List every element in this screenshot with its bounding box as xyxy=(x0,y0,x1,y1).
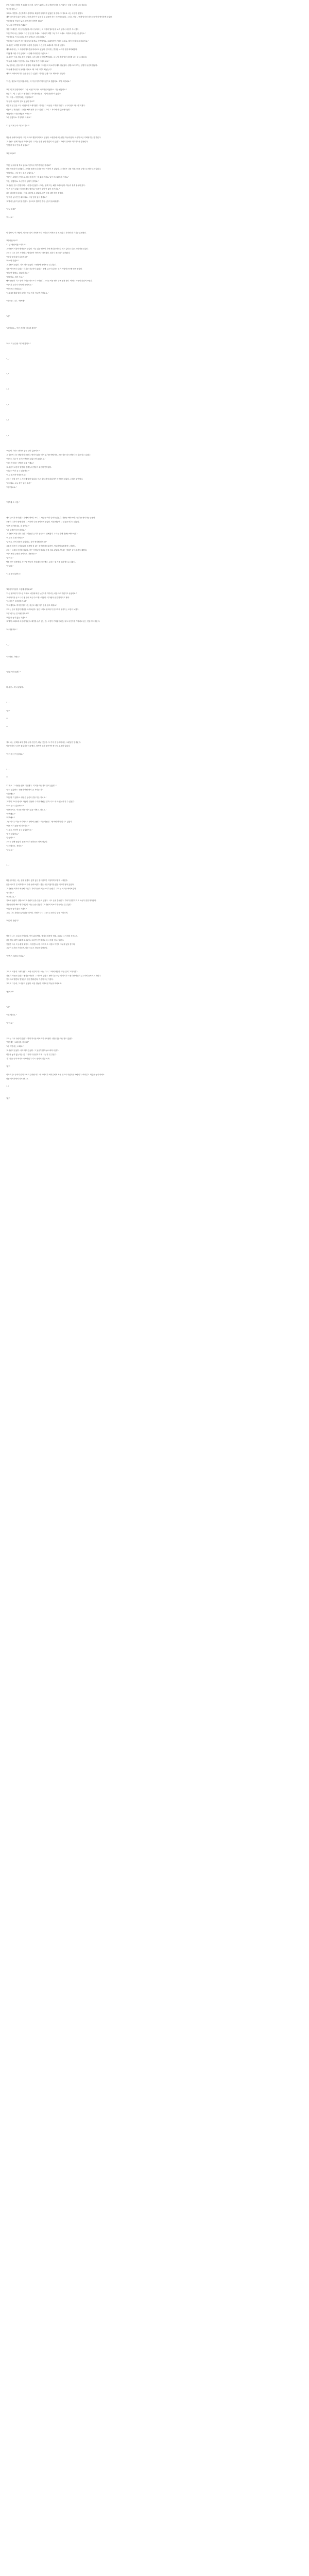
text-line: 문을 나서기 전 마지막으로 방을 둘러보았다. 짧은 시간이었지만 많은 기억이 남아 있었다. xyxy=(6,884,74,886)
text-line: "저 정말로 이 일 끝내고 싶지 않아요? 그럼 되겠죠." xyxy=(6,36,46,39)
text-line: "그래요. 그 사람은 짧게 대답했다. 더 이상 아무것도 묻지 않았다." xyxy=(6,784,57,787)
text-line: "네. 오랜만에 푹 잤어요." xyxy=(6,529,26,531)
text-line: 희망을 놓지 않는다는 것. 그것이 무엇인지 이제 나는 알 것 같았다. xyxy=(6,1053,57,1056)
paragraph-gap xyxy=(6,749,303,753)
text-line: 창밖 풍경이 빠르게 지나갔다. 나는 눈을 감았다. 그 사람의 목소리가 들리는 것 같았다. xyxy=(6,904,72,906)
paragraph-gap xyxy=(6,235,303,240)
text-line: "다시 올 수 있을까요?" xyxy=(6,804,24,807)
text-line: 그 사람이 웃었다. 나도 따라 웃었다. 그 웃음이 밤하늘로 퍼져 나갔다. xyxy=(6,1049,59,1052)
text-line: "미안해요." xyxy=(6,792,15,795)
paragraph-gap xyxy=(6,713,303,717)
text-line: 이곳에서의 시간은 짧았지만 소중했다. 하지만 내가 돌아가야 할 곳도 분명히 있었다. xyxy=(6,745,71,748)
text-line: "기다렸어요." xyxy=(6,1014,17,1016)
text-line: "그럼 이제 우리 어디로 가요?" xyxy=(6,124,30,127)
text-line: "네. 이번에는 오래요." xyxy=(6,1045,24,1048)
text-line: 다음 이야기에서 다시 만나요. xyxy=(6,1077,29,1080)
paragraph-gap xyxy=(6,408,303,419)
text-line: "바보 같죠?" xyxy=(6,208,16,211)
text-line: 길은 생각보다 길었다. 하지만 지루하지 않았다. 옆에 누군가 있다는 것이 이렇게 든든할 줄은 몰랐다. xyxy=(6,268,83,270)
paragraph-gap xyxy=(6,721,303,725)
text-line: 그 사람은 역까지 배웅해 주었다. 기차가 들어오는 소리가 들렸다. 우리는 서로를 바라보았다. xyxy=(6,887,77,890)
text-line: "이번에는 오래 있을 거예요?" xyxy=(6,1041,29,1044)
paragraph-gap xyxy=(6,489,303,501)
text-line: 그리고 마침내 그날이 왔다. 오랜 시간이 지나 나는 다시 그 역에 내렸다. 모든 것이 그대로였다. xyxy=(6,970,78,973)
text-line: "" xyxy=(6,718,8,720)
text-line: 그날 저녁 우리는 마지막으로 언덕에 올랐다. 처음 만났던 그날처럼 별이 빛나고 있었다. xyxy=(6,821,73,823)
text-line: "적어도 지금 이 순간은 변하지 않았으면 좋겠어요." xyxy=(6,457,46,460)
text-line: 그날이 오기를 기다리며, 나는 오늘도 하루를 살아간다. xyxy=(6,947,48,950)
text-line: 그 이야기를 듣고 나니 빵 맛이 조금 다르게 느껴졌다. 기다림이 담긴 맛이라고 할까. xyxy=(6,596,70,599)
paragraph-gap xyxy=(6,624,303,628)
text-line: "약속해요." xyxy=(6,817,15,819)
text-line: "알아요." xyxy=(6,1022,14,1024)
text-line: "내일도 여기 올 수 있을까요?" xyxy=(6,470,30,472)
text-line: "약속해요?" xyxy=(6,812,16,815)
text-line: "시간이 흘렀다." xyxy=(6,920,19,922)
text-line: "모르겠어요. 하지만 할머니는 지금도 매일 가게 문을 열고 계세요." xyxy=(6,604,58,607)
text-line: "..." xyxy=(6,643,10,646)
text-line: "오고 싶으면 언제든지요." xyxy=(6,474,27,477)
text-line: "나 가볼게요." xyxy=(6,629,18,631)
text-line: 우리는 잠시 말없이 빵집을 바라보았다. 창문 너머로 할머니가 분주하게 움직이는 모습이 보였다. xyxy=(6,608,79,611)
text-line: "괜찮아요? 정말 괜찮은 거예요?" xyxy=(6,112,32,115)
text-line: "왜 그래요?" xyxy=(6,152,16,155)
text-line: "괜찮아요. 계속 가요." xyxy=(6,276,24,278)
paragraph-gap xyxy=(6,76,303,80)
text-line: 언덕으로 향했다. 발걸음이 점점 빨라졌다. 가슴이 두근거렸다. xyxy=(6,978,54,981)
text-line: "오늘은 뭐 할 거예요?" xyxy=(6,537,24,539)
paragraph-gap xyxy=(6,730,303,741)
paragraph-gap xyxy=(6,148,303,152)
text-line: "그렇죠? 원래 멀어 보이는 것도 막상 가보면 가까워요." xyxy=(6,292,49,294)
paragraph-gap xyxy=(6,648,303,655)
text-line: "말하기 싫으면 안 해도 돼요. 그냥 옆에 있어 줄게요." xyxy=(6,196,47,199)
text-line: "약속은 지켜질 거예요." xyxy=(6,955,25,958)
text-line: "좋아요." xyxy=(6,557,14,560)
text-line: "고마웠어요. 정말로." xyxy=(6,844,23,847)
text-line: "왜 가게 이름이 그렇게 특이해요?" xyxy=(6,588,33,591)
text-line: "글쎄요. 아직 정하지 않았어요. 같이 생각해 볼까요?" xyxy=(6,540,47,543)
paragraph-gap xyxy=(6,1069,303,1073)
text-line: 그 말에 눈물이 날 것 같았다. 참으려고 했지만 결국 눈물이 흘러내렸다. xyxy=(6,200,60,202)
text-line: "그 사람은 돌아왔을까요?" xyxy=(6,600,27,603)
text-line: "새벽에 그 사람." xyxy=(6,501,20,504)
text-line: "무슨 일이 있었는지 물어봐도 될까요? 표정이 많이 안 좋아 보여서요." xyxy=(6,188,60,191)
text-line: "맛있다." xyxy=(6,565,14,567)
paragraph-gap xyxy=(6,868,303,879)
text-line: 이렇게 된 것은 모두 내 탓이라고 생각했다. 하지만 그 사람은 고개를 저었다. 누구의 탓도 아니라고 했다. xyxy=(6,104,85,107)
text-line: 해가 완전히 지고 별이 하나둘 떠오르기 시작했다. 우리는 작은 언덕 위에 멈춰 섰다. 아래로 마을의 불빛이 보였다. xyxy=(6,280,93,282)
text-line: 결국 나는 선택을 해야 했다. 남을 것인가, 떠날 것인가. 두 가지 길 앞에서 나는 오랫동안 망설였다. xyxy=(6,741,81,743)
text-line: "다음에 만나면 꼭 물어볼 거예요. 왜 그때 그렇게 떠났는지." xyxy=(6,68,53,71)
paragraph-gap xyxy=(6,916,303,920)
paragraph-gap xyxy=(6,156,303,164)
text-line: "나도 이 순간을 기다려 왔어요." xyxy=(6,342,31,345)
text-line: "나도요." xyxy=(6,849,14,851)
text-line: "저야말로요." xyxy=(6,486,17,488)
text-line: ".." xyxy=(6,1086,9,1088)
text-line: "여기는 위험한 곳이에요. 어서 돌아가는 게 좋을 거예요. 날이 어두워지기 전에요." xyxy=(6,176,69,179)
text-line: "..." xyxy=(6,358,10,360)
paragraph-gap xyxy=(6,423,303,434)
text-line: "아, 사람... 이렇게 되는 거였어요?" xyxy=(6,96,33,99)
text-line: "이런 곳에서 뭐 하고 있어요? 혼자서 여기까지 온 거예요?" xyxy=(6,164,52,166)
text-line: 그 대답이 이상하게 마음에 남았다. 이유 없는 선택이 가장 확실한 선택일 때도 있다는 것을 그때 처음 알았다. xyxy=(6,248,89,250)
text-line: 나는 대답하지 않았다. 아니, 대답할 수 없었다. 무슨 말을 해야 할지 몰랐다. xyxy=(6,192,64,195)
paragraph-gap xyxy=(6,994,303,1006)
text-line: "미안할 거 없어요. 당신은 당신의 길을 가는 거예요." xyxy=(6,796,47,799)
paragraph-gap xyxy=(6,361,303,372)
text-line: 그 사람은 고개를 끄덕이며 조용히 웃었다. 그 웃음이 오래도록 기억에 남았다. xyxy=(6,44,65,46)
text-line: 다음 날 아침, 나는 짐을 챙겼다. 많지 않은 짐이었지만 이상하게 무겁게 느껴졌다. xyxy=(6,879,68,882)
text-line: "당신이 처음부터 알고 있었던 거죠?" xyxy=(6,100,35,103)
text-line: "울지 않았어요." xyxy=(6,833,19,835)
text-line: ".." xyxy=(6,434,9,437)
text-line: 빵집 안은 따뜻했다. 갓 구운 빵들이 진열대에 가득했다. 우리는 몇 개를 골라 밖으로 나왔다. xyxy=(6,561,76,563)
paragraph-gap xyxy=(6,690,303,701)
text-line: 그날 밤 나는 잠을 이루지 못했다. 머릿속에서 그 사람의 목소리가 계속 맴돌았다. 창밖으로 보이는 달빛이 유난히 밝았다. xyxy=(6,64,98,66)
text-line: "아무리 그래도 이건 아니에요. 정말로 이건 아니라고요." xyxy=(6,60,49,63)
text-line: "이 작업이 끝나면 저는 다시 돌아올게요. 약속할게요. 그때까지만 기다려 주세요. 제가 꼭 다시 올 테니까요." xyxy=(6,40,89,43)
paragraph-gap xyxy=(6,438,303,449)
paragraph-gap xyxy=(6,296,303,300)
text-line: 낯선 목소리가 들려왔다. 고개를 돌려보니 처음 보는 사람이 서 있었다. 그 사람은 나를 걱정스러운 눈빛으로 바라보고 있었다. xyxy=(6,168,101,171)
text-line: 새벽이 되어서야 겨우 눈을 붙일 수 있었다. 하지만 금방 다시 깨어나고 말았다. xyxy=(6,72,66,75)
text-line: 계속해서 나는 그 사람의 뒷모습을 바라보고 있었다. 멀어지는 발걸음 소리가 점점 희미해졌다. xyxy=(6,48,78,50)
text-line: "또 만나요." xyxy=(6,895,16,898)
text-line: "이 작품을 만들어 놓고 그냥 가면 어떻게 해요?" xyxy=(6,20,43,23)
paragraph-gap xyxy=(6,951,303,955)
text-line: "끝." xyxy=(6,1065,10,1068)
text-line: "나...나 어떻게 할 건데요?" xyxy=(6,24,27,26)
text-line: 그래도. 이렇다. 순순하게도 생각하니 확실히 나아지지 않았던 것 같다. 그 정도로 나는 마음이 급했다. xyxy=(6,12,83,14)
text-line: 우리는 다시 나란히 앉았다. 별이 하나둘 떠오르기 시작했다. 변한 것은 아무것도 없었다. xyxy=(6,1037,73,1040)
paragraph-gap xyxy=(6,204,303,208)
text-line: 그 사람도 함께 하늘을 바라보았다. 우리는 한참 동안 말없이 서 있었다. 바람이 불어와 머리카락을 흩날렸다. xyxy=(6,140,89,143)
paragraph-gap xyxy=(6,377,303,388)
paragraph-gap xyxy=(6,392,303,403)
paragraph-gap xyxy=(6,505,303,516)
text-line: "왜 나였어요?" xyxy=(6,240,18,242)
text-line: "힘들면 말해요. 쉬었다 가요." xyxy=(6,272,29,274)
text-line: "언젠가 다시 만날 수 있겠죠?" xyxy=(6,144,30,147)
text-line: "있었으면 좋겠다." xyxy=(6,671,21,673)
text-line: "희망을 놓지 않는 거겠죠." xyxy=(6,616,27,619)
text-line: "아 사장, 가세요." xyxy=(6,655,21,658)
text-line: "이 길 끝에 뭐가 있을까요?" xyxy=(6,256,28,258)
text-line: "와." xyxy=(6,709,10,712)
text-line: 천천히 마을을 걸었다. 빵집은 여전히 그 자리에 있었다. 할머니는 조금 더 나이가 드셨지만 여전히 분주하게 움직이고 계셨다. xyxy=(6,974,101,977)
paragraph-gap xyxy=(6,1089,303,1097)
text-line: "그냥. 당신이었으니까요." xyxy=(6,244,27,246)
text-line: 우리는 다시 걷기 시작했다. 발걸음이 아까보다 가벼웠다. 멀리서 종소리가 들려왔다. xyxy=(6,251,71,254)
text-line: "아 이 작품..." xyxy=(6,8,18,10)
text-line: "처음 여기 왔을 때 기억나요?" xyxy=(6,824,30,827)
paragraph-gap xyxy=(6,128,303,136)
text-line: "네, 괜찮아요. 걱정하지 마세요." xyxy=(6,116,31,119)
text-line: 기차에 올랐다. 창밖으로 그 사람이 손을 흔들고 있었다. 나도 손을 흔들었다. 기차가 출발하고 그 모습이 점점 작아졌다. xyxy=(6,900,97,902)
text-line: "일찍 일어났네요. 잘 잤어요?" xyxy=(6,524,30,527)
text-line: "..." xyxy=(6,768,10,771)
text-line: 우리는 함께 웃었다. 웃음소리가 밤하늘로 퍼져 나갔다. xyxy=(6,841,48,843)
text-line: "" xyxy=(6,776,8,779)
text-line: 문치기처럼 거센의 목소리를 들으며 시간은 흘렀다. 제 눈꺼풀이 점점 무거워지는 것을 느끼며 눈을 감았다. xyxy=(6,4,88,6)
text-line: "괜찮아요. 그냥 잠시 쉬고 있었어요." xyxy=(6,172,35,175)
text-line: "저기 빵집 유명한 곳이에요. 가볼래요?" xyxy=(6,553,37,555)
text-line: "..." xyxy=(6,864,10,867)
paragraph-gap xyxy=(6,923,303,935)
text-line: "울었어요." xyxy=(6,837,15,839)
paragraph-gap xyxy=(6,303,303,315)
text-line: 그리고 그곳에, 그 사람이 있었다. 처음 만났던 그날처럼 하늘을 바라보며. xyxy=(6,982,62,985)
paragraph-gap xyxy=(6,331,303,342)
paragraph-gap xyxy=(6,986,303,990)
text-line: 그 말이 고마우면서도 아팠다. 붙잡아 주기를 바랐던 걸까. 나도 내 마음을 잘 알 수 없었다. xyxy=(6,801,75,803)
text-line: ".." xyxy=(6,388,9,391)
paragraph-gap xyxy=(6,632,303,643)
text-line: ".." xyxy=(6,419,9,421)
text-line: 언젠가 다시 그곳에 갈 것이다. 약속했으니까. 그리고 그 사람도 여전히 그곳에 있을 것이다. xyxy=(6,943,76,945)
text-line: 그 사람은 잠시 망설이더니 내 옆에 앉았다. 우리는 함께 지는 해를 바라보았다. 하늘이 붉게 물들어 갔다. xyxy=(6,184,85,187)
paragraph-gap xyxy=(6,220,303,231)
text-line: "고마워요. 오늘 같이 있어 줘서." xyxy=(6,482,31,484)
text-line: "아니요." xyxy=(6,216,14,219)
text-line: "지금부터 나는 절대로 그런 말 안 할 거예요. 그러니까 제발 그냥 가지 마세요. 이대로 끝나는 건 싫어요." xyxy=(6,32,86,35)
paragraph-gap xyxy=(6,853,303,864)
text-line: 그래, 나도 희망을 놓지 않을 것이다. 언젠가 다시 그곳으로 돌아갈 날을 기다리며. xyxy=(6,911,68,914)
text-line: "그럴 줄 알았어요." xyxy=(6,573,22,575)
text-line: "가보면 알겠죠." xyxy=(6,260,19,262)
text-line: 충분히 그럴 수 있다고 생각했다. 하지만 현실은 그렇게 간단하지 않았다. xyxy=(6,92,61,95)
text-line: "기다린다는 건 어떤 걸까요?" xyxy=(6,612,29,615)
paragraph-gap xyxy=(6,674,303,686)
text-line: 그 사람이 조용히 말했다. 밤하늘의 별들이 유난히 반짝였다. xyxy=(6,466,52,468)
text-line: "생각보다 가깝네요." xyxy=(6,288,23,290)
paragraph-gap xyxy=(6,568,303,572)
document-body xyxy=(6,4,303,1101)
text-line: "가야 할 곳이 있어요." xyxy=(6,753,24,755)
text-line: "왔어요?" xyxy=(6,990,14,993)
text-line: 정말 그 대답은 더 듣기 싫었다. 다시 돌아서는 그 사람의 뒷모습을 보고 있자니 마음이 무너졌다. xyxy=(6,28,79,30)
text-line: 그 말이 오래도록 마음에 남았다. 희망을 놓지 않는 것. 그것이 기다림이라면, 나도 무언가를 기다리고 있는 것일지도 몰랐다. xyxy=(6,620,100,623)
text-line: 그 질문에 나는 대답하지 못했다. 변하지 않는 것이 있기를 바랐지만, 모든 것은 결국 변한다는 것을 알고 있었다. xyxy=(6,454,91,456)
paragraph-gap xyxy=(6,1081,303,1085)
text-line: "저는 괜찮아요. 조금만 더 있다가 갈게요." xyxy=(6,180,39,182)
paragraph-gap xyxy=(6,346,303,358)
text-line: "이 모습 그냥... 예쁘네." xyxy=(6,300,25,302)
text-line: 그 사람이 웃었다. 나도 따라 웃었다. 오랜만에 웃어보는 것 같았다. xyxy=(6,264,57,266)
paragraph-gap xyxy=(6,212,303,216)
text-line: "그럼요. 당신이 울고 있었잖아요." xyxy=(6,828,33,831)
text-line: "주인 할머니가 지으신 거래요. 예전에 떠난 누군가를 기다리는 마음으로 지었다고 들었어요." xyxy=(6,592,77,595)
paragraph-gap xyxy=(6,1026,303,1037)
paragraph-gap xyxy=(6,319,303,327)
text-line: "저기가 우리가 가야 할 곳이에요." xyxy=(6,284,33,286)
text-line: 작가의 말: 끝까지 읽어 주셔서 감사합니다. 이 이야기가 여러분에게 작은 위로가 되었기를 바랍니다. 여러분도 희망을 놓지 마세요. xyxy=(6,1073,105,1076)
text-line: "네." xyxy=(6,1006,10,1008)
text-line: "" xyxy=(6,725,8,728)
paragraph-gap xyxy=(6,1061,303,1065)
text-line: 조용히 다가가 옆에 섰다. 그 사람이 나를 돌아보며 웃었다. 아침 햇살이 그 얼굴을 비추고 있었다. xyxy=(6,520,80,523)
text-line: 그 사람은 아무 말도 하지 않았다. 그저 나를 바라볼 뿐이었다. 그 눈빛 속에 담긴 의미를 나는 알 수 없었다. xyxy=(6,56,87,59)
text-line: "잘 가요." xyxy=(6,891,14,894)
paragraph-gap xyxy=(6,577,303,588)
text-line: "..." xyxy=(6,702,10,704)
text-line: ".." xyxy=(6,373,9,376)
paragraph-gap xyxy=(6,705,303,709)
text-line: "왜 그렇게 말씀하세요? 그럼 처음부터 다시 시작하면 되잖아요. 저는 괜찮아요." xyxy=(6,88,67,91)
text-line: "어떻게 이럴 수가 있어요? 나한테 이러면 안 되잖아요." xyxy=(6,52,49,55)
paragraph-gap xyxy=(6,120,303,124)
text-line: "그건, 정말로 이번 작품에서는 더 이상 이야기하지 않기로 했잖아요. 제발 그만해요." xyxy=(6,80,71,83)
text-line: 그렇게 하루가 시작되었다. 특별할 것 없는 평범한 하루였지만, 이상하게 특별하게 느껴졌다. xyxy=(6,545,76,547)
text-line: 기다림은 끝이 아니라 시작이었다. 다시 만나기 위한 시작. xyxy=(6,1057,50,1060)
paragraph-gap xyxy=(6,1009,303,1013)
text-line: 하늘을 올려다보았다. 구름 사이로 햇살이 비치고 있었다. 오랜만에 보는 맑은 하늘이었다. 마음이 조금 가벼워지는 것 같았다. xyxy=(6,136,101,139)
paragraph-gap xyxy=(6,84,303,88)
text-line: 우리는 한참 동안 그 자리에 앉아 있었다. 아무 말도 하지 않았지만 어색하지 않았다. 오히려 편안했다. xyxy=(6,478,83,480)
text-line: 다 사랑... 하니 좋았다. xyxy=(6,686,24,689)
text-line: "알고 있었어요. 언젠가 이런 날이 올 거라는 거." xyxy=(6,788,43,791)
paragraph-gap xyxy=(6,1018,303,1022)
text-line: 여전히 나는 그날을 기억한다. 언덕 위의 별빛, 빵집의 따뜻한 냄새, 그리고 그 사람의 웃음소리. xyxy=(6,935,78,938)
text-line: 가끔 힘들 때면 그때를 떠올린다. 그러면 신기하게도 다시 힘을 낼 수 있었다. xyxy=(6,939,64,941)
paragraph-gap xyxy=(6,780,303,784)
text-line: "네." xyxy=(6,315,10,318)
paragraph-gap xyxy=(6,772,303,776)
paragraph-gap xyxy=(6,659,303,670)
text-line: 새벽 공기가 차가웠다. 잠에서 깨어나 보니 그 사람은 이미 일어나 있었다. 창밖을 바라보며 무언가를 생각하는 듯했다. xyxy=(6,517,96,519)
text-line: "너 이래도... 이런 순간을 기다려 왔어?" xyxy=(6,327,37,329)
text-line: "희망을 놓지 않는 거겠죠." xyxy=(6,907,27,910)
text-line: "기억 속에서는 변하지 않을 거예요." xyxy=(6,462,35,464)
text-line: 이 성당이, 이 사람이, 이 모든 것이 나에게 어떤 의미인지 아직은 잘 모르겠다. 하지만 한 가지는 분명했다. xyxy=(6,231,87,234)
text-line: 마음이 무거워졌다. 무엇을 해야 할지 알 수 없었다. 그저 그 자리에 서 있을 뿐이었다. xyxy=(6,108,71,111)
text-line: ".." xyxy=(6,403,9,406)
text-line: "완." xyxy=(6,1097,10,1099)
paragraph-gap xyxy=(6,757,303,768)
text-line: 그 사람이 차를 건네주었다. 따뜻한 온기가 손끝으로 전해졌다. 우리는 함께 창밖을 바라보았다. xyxy=(6,533,78,535)
text-line: "시간이 지나도 변하지 않는 것이 있을까요?" xyxy=(6,450,40,452)
text-line: "언제든지요. 이곳은 항상 여기 있을 거예요. 나도요." xyxy=(6,808,47,811)
paragraph-gap xyxy=(6,959,303,970)
text-line: 계속 나아지지 않은 것이다. 내가 과연 이 일을 할 수 있을까 하는 의문이 들었다. 그리고 정말 나에게 남겨진 것이 무엇인지 생각하게 되었다. xyxy=(6,16,113,19)
text-line: 우리는 마을을 천천히 걸었다. 작은 가게들이 하나둘 문을 열고 있었다. 빵 굽는 냄새가 골목을 가득 채웠다. xyxy=(6,549,87,551)
